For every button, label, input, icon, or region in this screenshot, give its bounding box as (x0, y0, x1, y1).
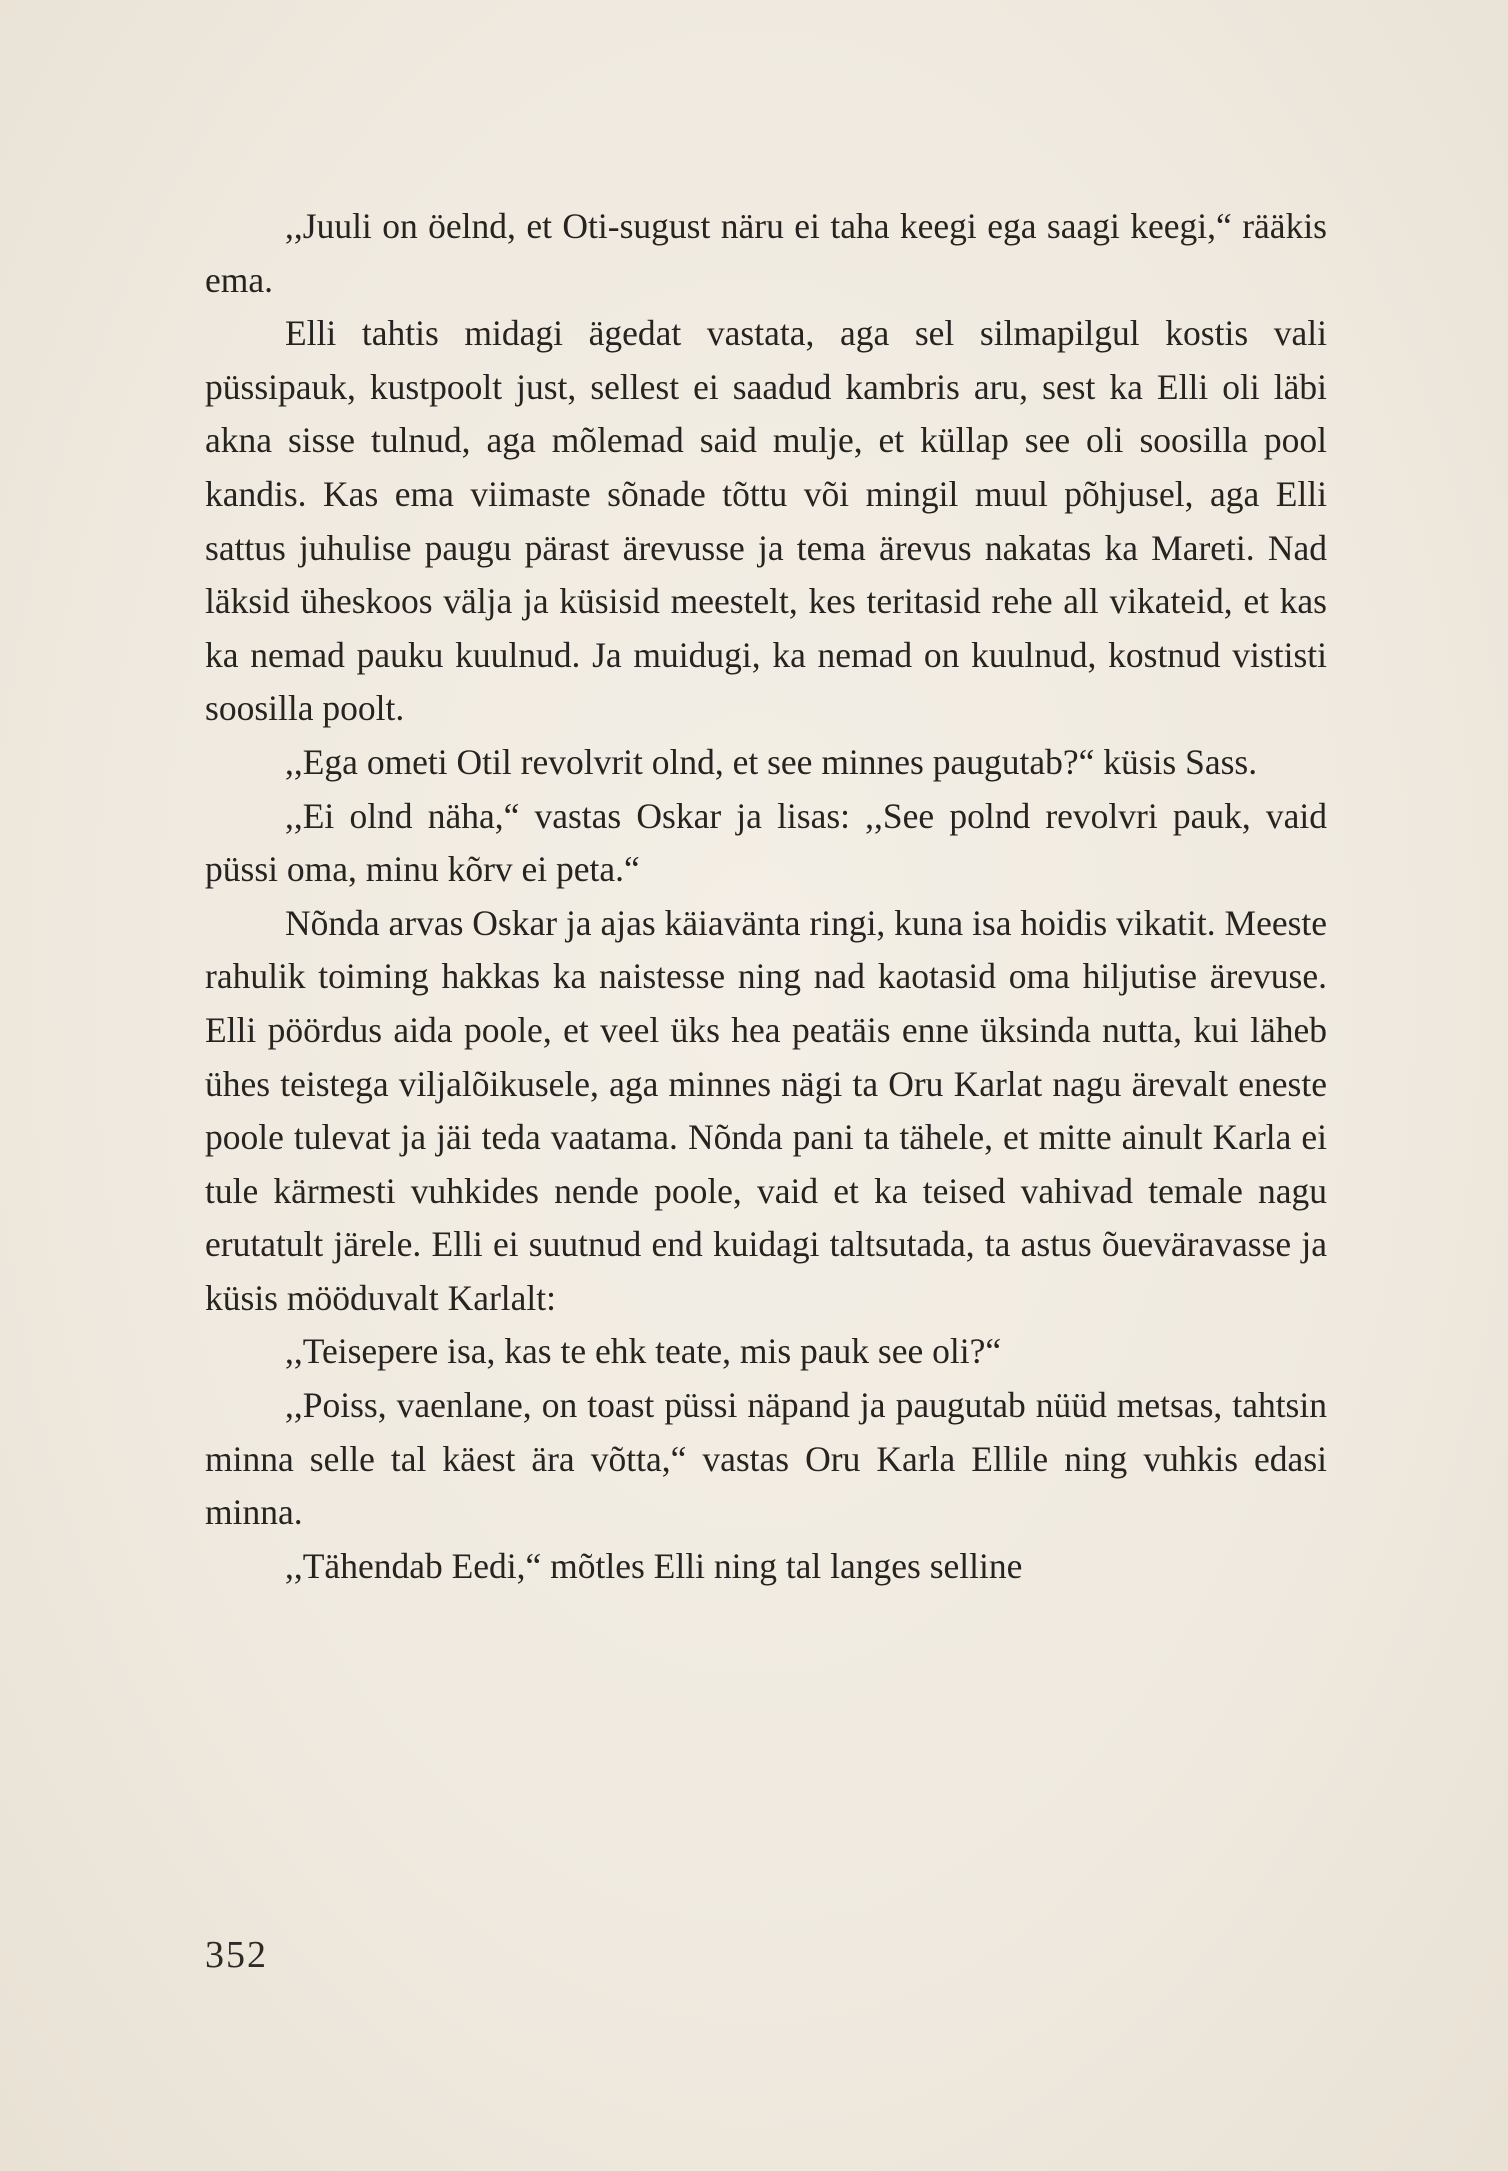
paragraph-8: ,,Tähendab Eedi,“ mõtles Elli ning tal langes selline (285, 1545, 1023, 1586)
page-number: 352 (205, 1934, 268, 1976)
paragraph-2: Elli tahtis midagi ägedat vastata, aga sel silmapilgul kostis vali püssipauk, kustpoolt just, sellest ei saadud kambris aru, sest ka Elli oli läbi akna sisse tulnud, aga mõlemad said mulje, et küllap see oli soosilla pool kandis. Kas ema viimaste sõnade tõttu või mingil muul põhjusel, aga Elli sattus juhulise paugu pärast ärevusse ja tema ärevus nakatas ka Mareti. Nad läksid üheskoos välja ja küsisid meestelt, kes teritasid rehe all vikateid, et kas ka nemad pauku kuulnud. Ja muidugi, ka nemad on kuulnud, kostnud vististi soosilla poolt. (205, 313, 1327, 729)
paragraph-7: ,,Poiss, vaenlane, on toast püssi näpand ja paugutab nüüd metsas, tahtsin minna selle tal käest ära võtta,“ vastas Oru Karla Ellile ning vuhkis edasi minna. (205, 1385, 1327, 1533)
body-text (205, 200, 1327, 1593)
paragraph-5: Nõnda arvas Oskar ja ajas käiavänta ringi, kuna isa hoidis vikatit. Meeste rahulik toiming hakkas ka naistesse ning nad kaotasid oma hiljutise ärevuse. Elli pöördus aida poole, et veel üks hea peatäis enne üksinda nutta, kui läheb ühes teistega viljalõikusele, aga minnes nägi ta Oru Karlat nagu ärevalt eneste poole tulevat ja jäi teda vaatama. Nõnda pani ta tähele, et mitte ainult Karla ei tule kärmesti vuhkides nende poole, vaid et ka teised vahivad temale nagu erutatult järele. Elli ei suutnud end kuidagi taltsutada, ta astus õueväravasse ja küsis mööduvalt Karlalt: (205, 902, 1328, 1318)
paragraph-1: ,,Juuli on öelnd, et Oti-sugust näru ei taha keegi ega saagi keegi,“ rääkis ema. (205, 206, 1327, 300)
paragraph-6: ,,Teisepere isa, kas te ehk teate, mis pauk see oli?“ (285, 1331, 1002, 1372)
paragraph-3: ,,Ega ometi Otil revolvrit olnd, et see minnes paugutab?“ küsis Sass. (285, 741, 1258, 782)
paragraph-4: ,,Ei olnd näha,“ vastas Oskar ja lisas: ,,See polnd revolvri pauk, vaid püssi oma, minu kõrv ei peta.“ (205, 795, 1327, 890)
